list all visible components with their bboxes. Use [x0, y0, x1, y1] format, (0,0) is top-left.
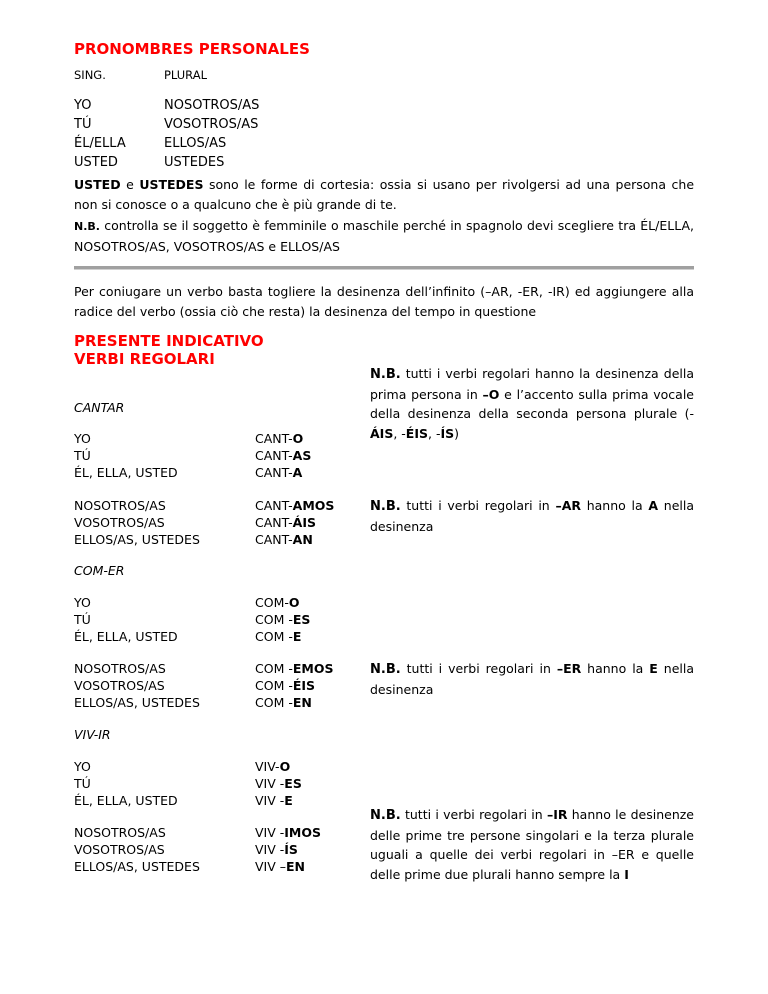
person-item: VOSOTROS/AS [74, 515, 165, 530]
person-item: NOSOTROS/AS [74, 661, 166, 676]
conjugation-form: COM -ES [255, 612, 311, 627]
pronoun-item: NOSOTROS/AS [164, 98, 260, 113]
conjugation-form: COM -E [255, 629, 302, 644]
person-item: YO [74, 595, 91, 610]
text-span: tutti i verbi regolari in [400, 498, 556, 513]
vivir-sing-forms [255, 758, 302, 809]
bold-span: ÉIS [405, 425, 428, 441]
conjugation-form: COM-O [255, 595, 300, 610]
horizontal-rule [74, 266, 694, 270]
person-item: TÚ [74, 612, 91, 627]
text-span: tutti i verbi regolari in [400, 807, 547, 822]
note-er-verbs [370, 659, 694, 699]
bold-span: E [649, 661, 658, 676]
bold-span: ÁIS [370, 425, 394, 441]
ustedes-term: USTEDES [139, 177, 204, 192]
vivir-plur-forms [255, 824, 321, 875]
comer-sing-forms [255, 594, 310, 645]
text-span: , - [428, 425, 441, 441]
cortesia-paragraph [74, 175, 694, 215]
conjugation-form: CANT-AN [255, 532, 313, 547]
person-item: ÉL, ELLA, USTED [74, 629, 178, 644]
conjugation-form: COM -EMOS [255, 661, 334, 676]
bold-span: –O [482, 386, 500, 402]
pronoun-item: USTEDES [164, 155, 225, 170]
section-title-pronombres: PRONOMBRES PERSONALES [74, 40, 310, 58]
conjugation-form: CANT-O [255, 431, 304, 446]
pronoun-item: USTED [74, 155, 118, 170]
conjugation-form: CANT-AMOS [255, 498, 335, 513]
conjugation-form: CANT-A [255, 465, 303, 480]
bold-span: A [648, 498, 659, 513]
section-title-presente [74, 332, 264, 368]
pronoun-item: YO [74, 98, 92, 113]
nb-label: N.B. [370, 662, 401, 677]
note-regular-verbs [370, 364, 694, 443]
person-item: TÚ [74, 448, 91, 463]
presente-title: PRESENTE INDICATIVO [74, 332, 264, 350]
text-span: nella desinenza [370, 498, 694, 534]
conjugation-form: VIV -ÍS [255, 842, 298, 857]
text-span: e [120, 177, 140, 192]
person-item: VOSOTROS/AS [74, 842, 165, 857]
pronoun-item: VOSOTROS/AS [164, 117, 259, 132]
conjugation-form: VIV –EN [255, 859, 306, 874]
conjugation-form: CANT-AS [255, 448, 312, 463]
person-item: YO [74, 759, 91, 774]
vivir-plur-persons [74, 824, 200, 875]
text-span: ) [454, 425, 460, 441]
bold-span: I [624, 866, 629, 882]
person-item: ELLOS/AS, USTEDES [74, 695, 200, 710]
nb-label: N.B. [370, 808, 401, 823]
person-item: ÉL, ELLA, USTED [74, 793, 178, 808]
note-ar-verbs [370, 496, 694, 536]
person-item: ELLOS/AS, USTEDES [74, 859, 200, 874]
pronoun-item: TÚ [74, 117, 92, 132]
conjugation-form: VIV -IMOS [255, 825, 321, 840]
person-item: NOSOTROS/AS [74, 498, 166, 513]
text-span: hanno le desinenze delle prime tre persone singolari e la terza plurale uguali a quelle dei verbi regolari in –ER e quelle delle prime due plurali hanno sempre la [370, 807, 694, 882]
conjugation-form: COM -ÉIS [255, 678, 316, 693]
person-item: TÚ [74, 776, 91, 791]
text-span: controlla se il soggetto è femminile o maschile perché in spagnolo devi scegliere tra ÉL/ELLA, NOSOTROS/AS, VOSOTROS/AS e ELLOS/AS [74, 218, 694, 254]
nb-label: N.B. [370, 367, 401, 382]
usted-term: USTED [74, 177, 121, 192]
bold-span: –AR [555, 498, 582, 513]
bold-span: –IR [546, 807, 568, 822]
comer-sing-persons [74, 594, 178, 645]
conjugation-form: VIV -ES [255, 776, 302, 791]
plural-header: PLURAL [164, 68, 207, 82]
person-item: ELLOS/AS, USTEDES [74, 532, 200, 547]
text-span: tutti i verbi regolari hanno la desinenza della prima persona in [370, 366, 694, 402]
nb-label: N.B. [74, 220, 100, 233]
person-item: YO [74, 431, 91, 446]
text-span: tutti i verbi regolari in [400, 661, 557, 676]
coniugare-paragraph: Per coniugare un verbo basta togliere la desinenza dell’infinito (–AR, -ER, -IR) ed aggiungere alla radice del verbo (ossia ciò che resta) la desinenza del tempo in questione [74, 284, 694, 319]
text-span: hanno la [581, 661, 650, 676]
sing-header: SING. [74, 68, 106, 82]
person-item: NOSOTROS/AS [74, 825, 166, 840]
conjugation-form: COM -EN [255, 695, 312, 710]
cantar-plur-forms [255, 497, 334, 548]
verbi-regolari-title: VERBI REGOLARI [74, 350, 215, 368]
vivir-sing-persons [74, 758, 178, 809]
cantar-sing-forms [255, 430, 311, 481]
verb-label-comer: COM-ER [74, 563, 125, 578]
note-ir-verbs [370, 805, 694, 884]
text-span: nella desinenza [370, 661, 694, 697]
text-span: hanno la [581, 498, 649, 513]
bold-span: –ER [556, 661, 582, 676]
verb-label-cantar: CANTAR [74, 400, 125, 415]
pronoun-item: ELLOS/AS [164, 136, 227, 151]
verb-label-vivir: VIV-IR [74, 727, 111, 742]
text-span: sono le forme di cortesia: ossia si usano per rivolgersi ad una persona che non si conosce o a qualcuno che è più grande di te. [74, 177, 695, 212]
sing-pronoun-list [74, 96, 126, 172]
person-item: ÉL, ELLA, USTED [74, 465, 178, 480]
nb-label: N.B. [370, 499, 401, 514]
cantar-plur-persons [74, 497, 200, 548]
comer-plur-forms [255, 660, 333, 711]
plural-pronoun-list [164, 96, 259, 172]
gender-note [74, 216, 694, 257]
bold-span: ÍS [440, 425, 455, 441]
conjugation-form: VIV-O [255, 759, 291, 774]
text-span: , - [393, 425, 406, 441]
person-item: VOSOTROS/AS [74, 678, 165, 693]
cantar-sing-persons [74, 430, 178, 481]
comer-plur-persons [74, 660, 200, 711]
conjugation-form: VIV -E [255, 793, 293, 808]
text-span: e l’accento sulla prima vocale della desinenza della seconda persona plurale (- [370, 386, 694, 421]
pronoun-item: ÉL/ELLA [74, 136, 126, 151]
conjugation-form: CANT-ÁIS [255, 515, 316, 530]
